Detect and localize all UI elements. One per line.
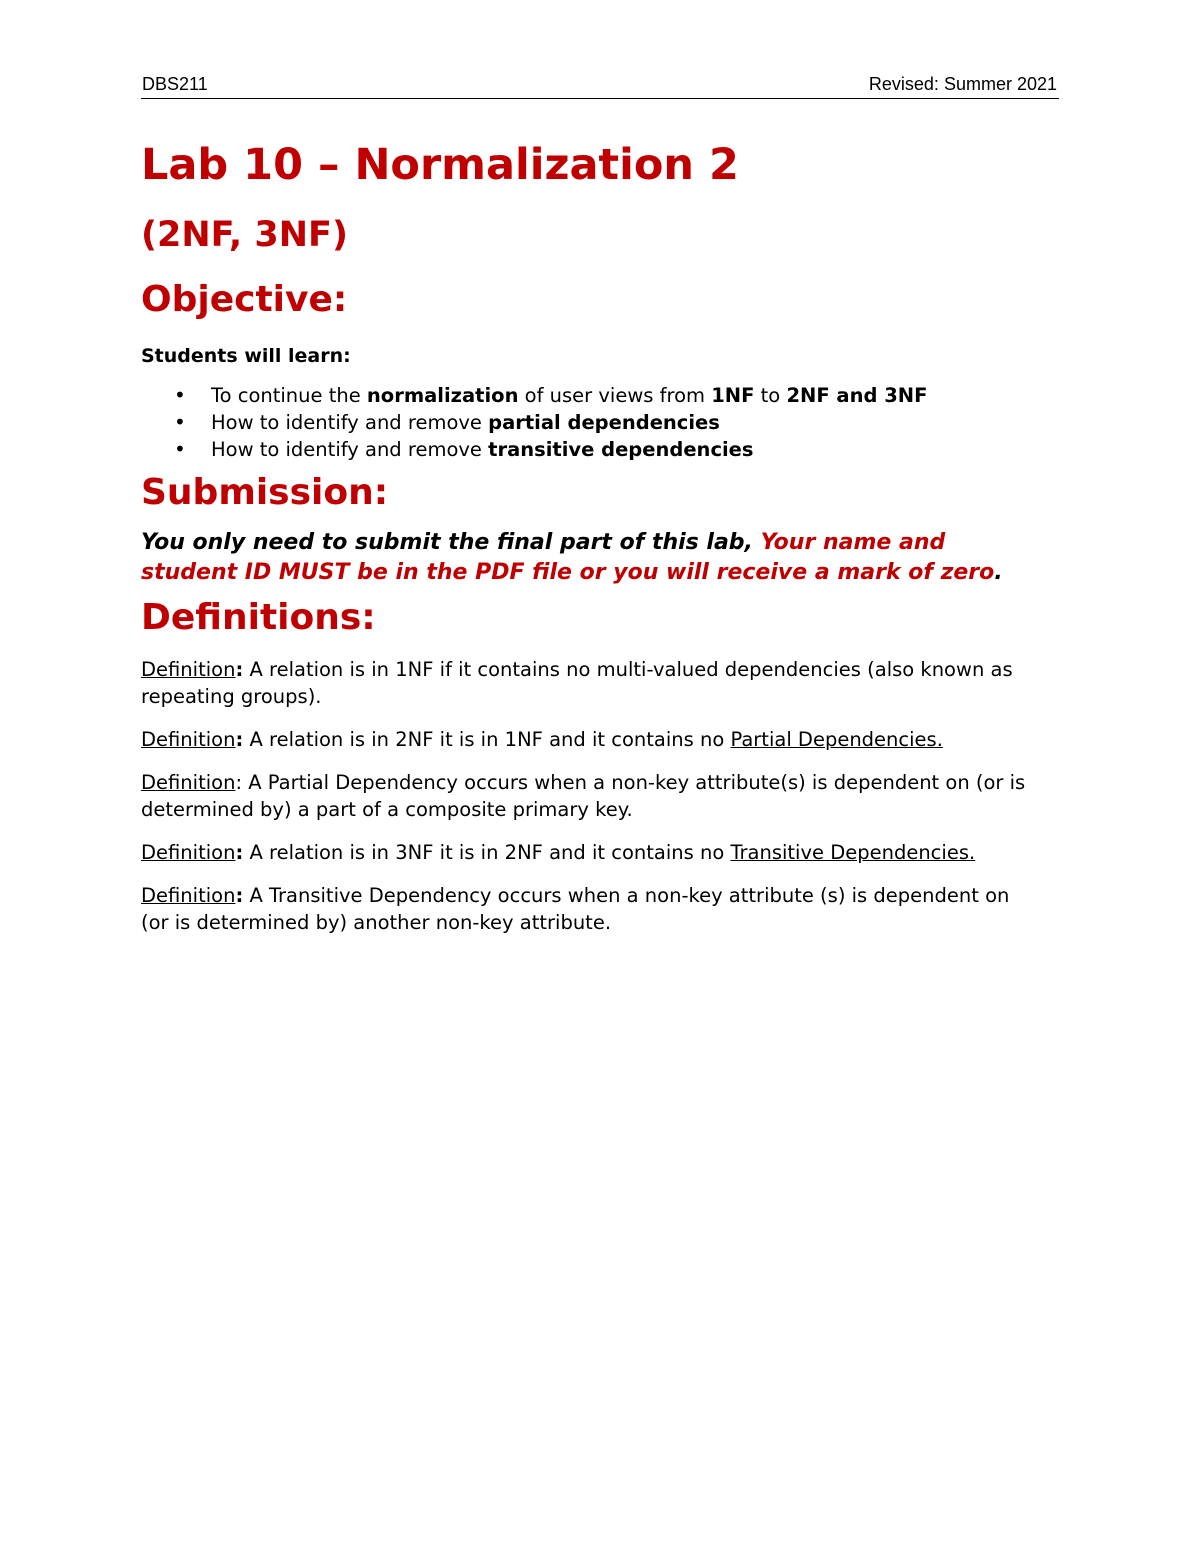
definition-label: Definition [141,771,236,794]
submission-instructions [141,528,1021,588]
submission-text-warning: Your name and student ID MUST be in the PDF file or you will receive a mark of zero [141,530,995,585]
definition-colon: : [235,728,244,751]
definition-term-link: Transitive Dependencies. [730,841,976,864]
bullet-icon: • [174,437,186,461]
definition-text: A relation is in 2NF it is in 1NF and it contains no [243,728,731,751]
definition-colon: : [235,884,244,907]
definition-text: A Transitive Dependency occurs when a non-key attribute (s) is dependent on (or is determined by) another non-key attribute. [141,884,1010,934]
definition-colon: : [235,658,244,681]
revision-note: Revised: Summer 2021 [868,74,1057,94]
item-bold: 1NF [711,384,755,407]
definition-3nf [141,839,1041,866]
definition-label: Definition [141,841,236,864]
definition-label: Definition [141,728,236,751]
definition-label: Definition [141,658,236,681]
definitions-heading: Definitions: [141,597,376,638]
definition-partial-dependency [141,769,1041,823]
item-text: to [754,384,787,407]
item-bold: partial dependencies [488,411,720,434]
definition-text: A relation is in 1NF if it contains no multi-valued dependencies (also known as repeating groups). [141,658,1013,708]
definition-colon: : [235,771,243,794]
definition-colon: : [235,841,244,864]
bullet-icon: • [174,410,186,434]
definition-transitive-dependency [141,882,1041,936]
definition-label: Definition [141,884,236,907]
submission-text-black: You only need to submit the final part of this lab, [141,530,761,555]
page-subtitle: (2NF, 3NF) [141,215,348,255]
definition-text: A Partial Dependency occurs when a non-key attribute(s) is dependent on (or is determined by) a part of a composite primary key. [141,771,1026,821]
item-text: How to identify and remove [211,411,489,434]
item-bold: normalization [366,384,519,407]
submission-text-end: . [994,560,1003,585]
course-code: DBS211 [142,74,208,94]
item-bold: transitive dependencies [488,438,754,461]
list-item [141,409,1059,436]
item-text: To continue the [211,384,367,407]
list-item [141,436,1059,463]
objective-list [141,382,1059,463]
submission-heading: Submission: [141,472,389,513]
definition-term-link: Partial Dependencies. [730,728,943,751]
definition-text: A relation is in 3NF it is in 2NF and it contains no [243,841,731,864]
definition-1nf [141,656,1041,710]
page-header [141,72,1059,99]
item-text: of user views from [518,384,712,407]
page-title: Lab 10 – Normalization 2 [141,140,739,190]
item-bold: 2NF and 3NF [786,384,928,407]
learn-label: Students will learn: [141,345,351,367]
objective-heading: Objective: [141,279,348,320]
definition-2nf [141,726,1041,753]
item-text: How to identify and remove [211,438,489,461]
bullet-icon: • [174,383,186,407]
list-item [141,382,1059,409]
document-body [141,130,1059,936]
